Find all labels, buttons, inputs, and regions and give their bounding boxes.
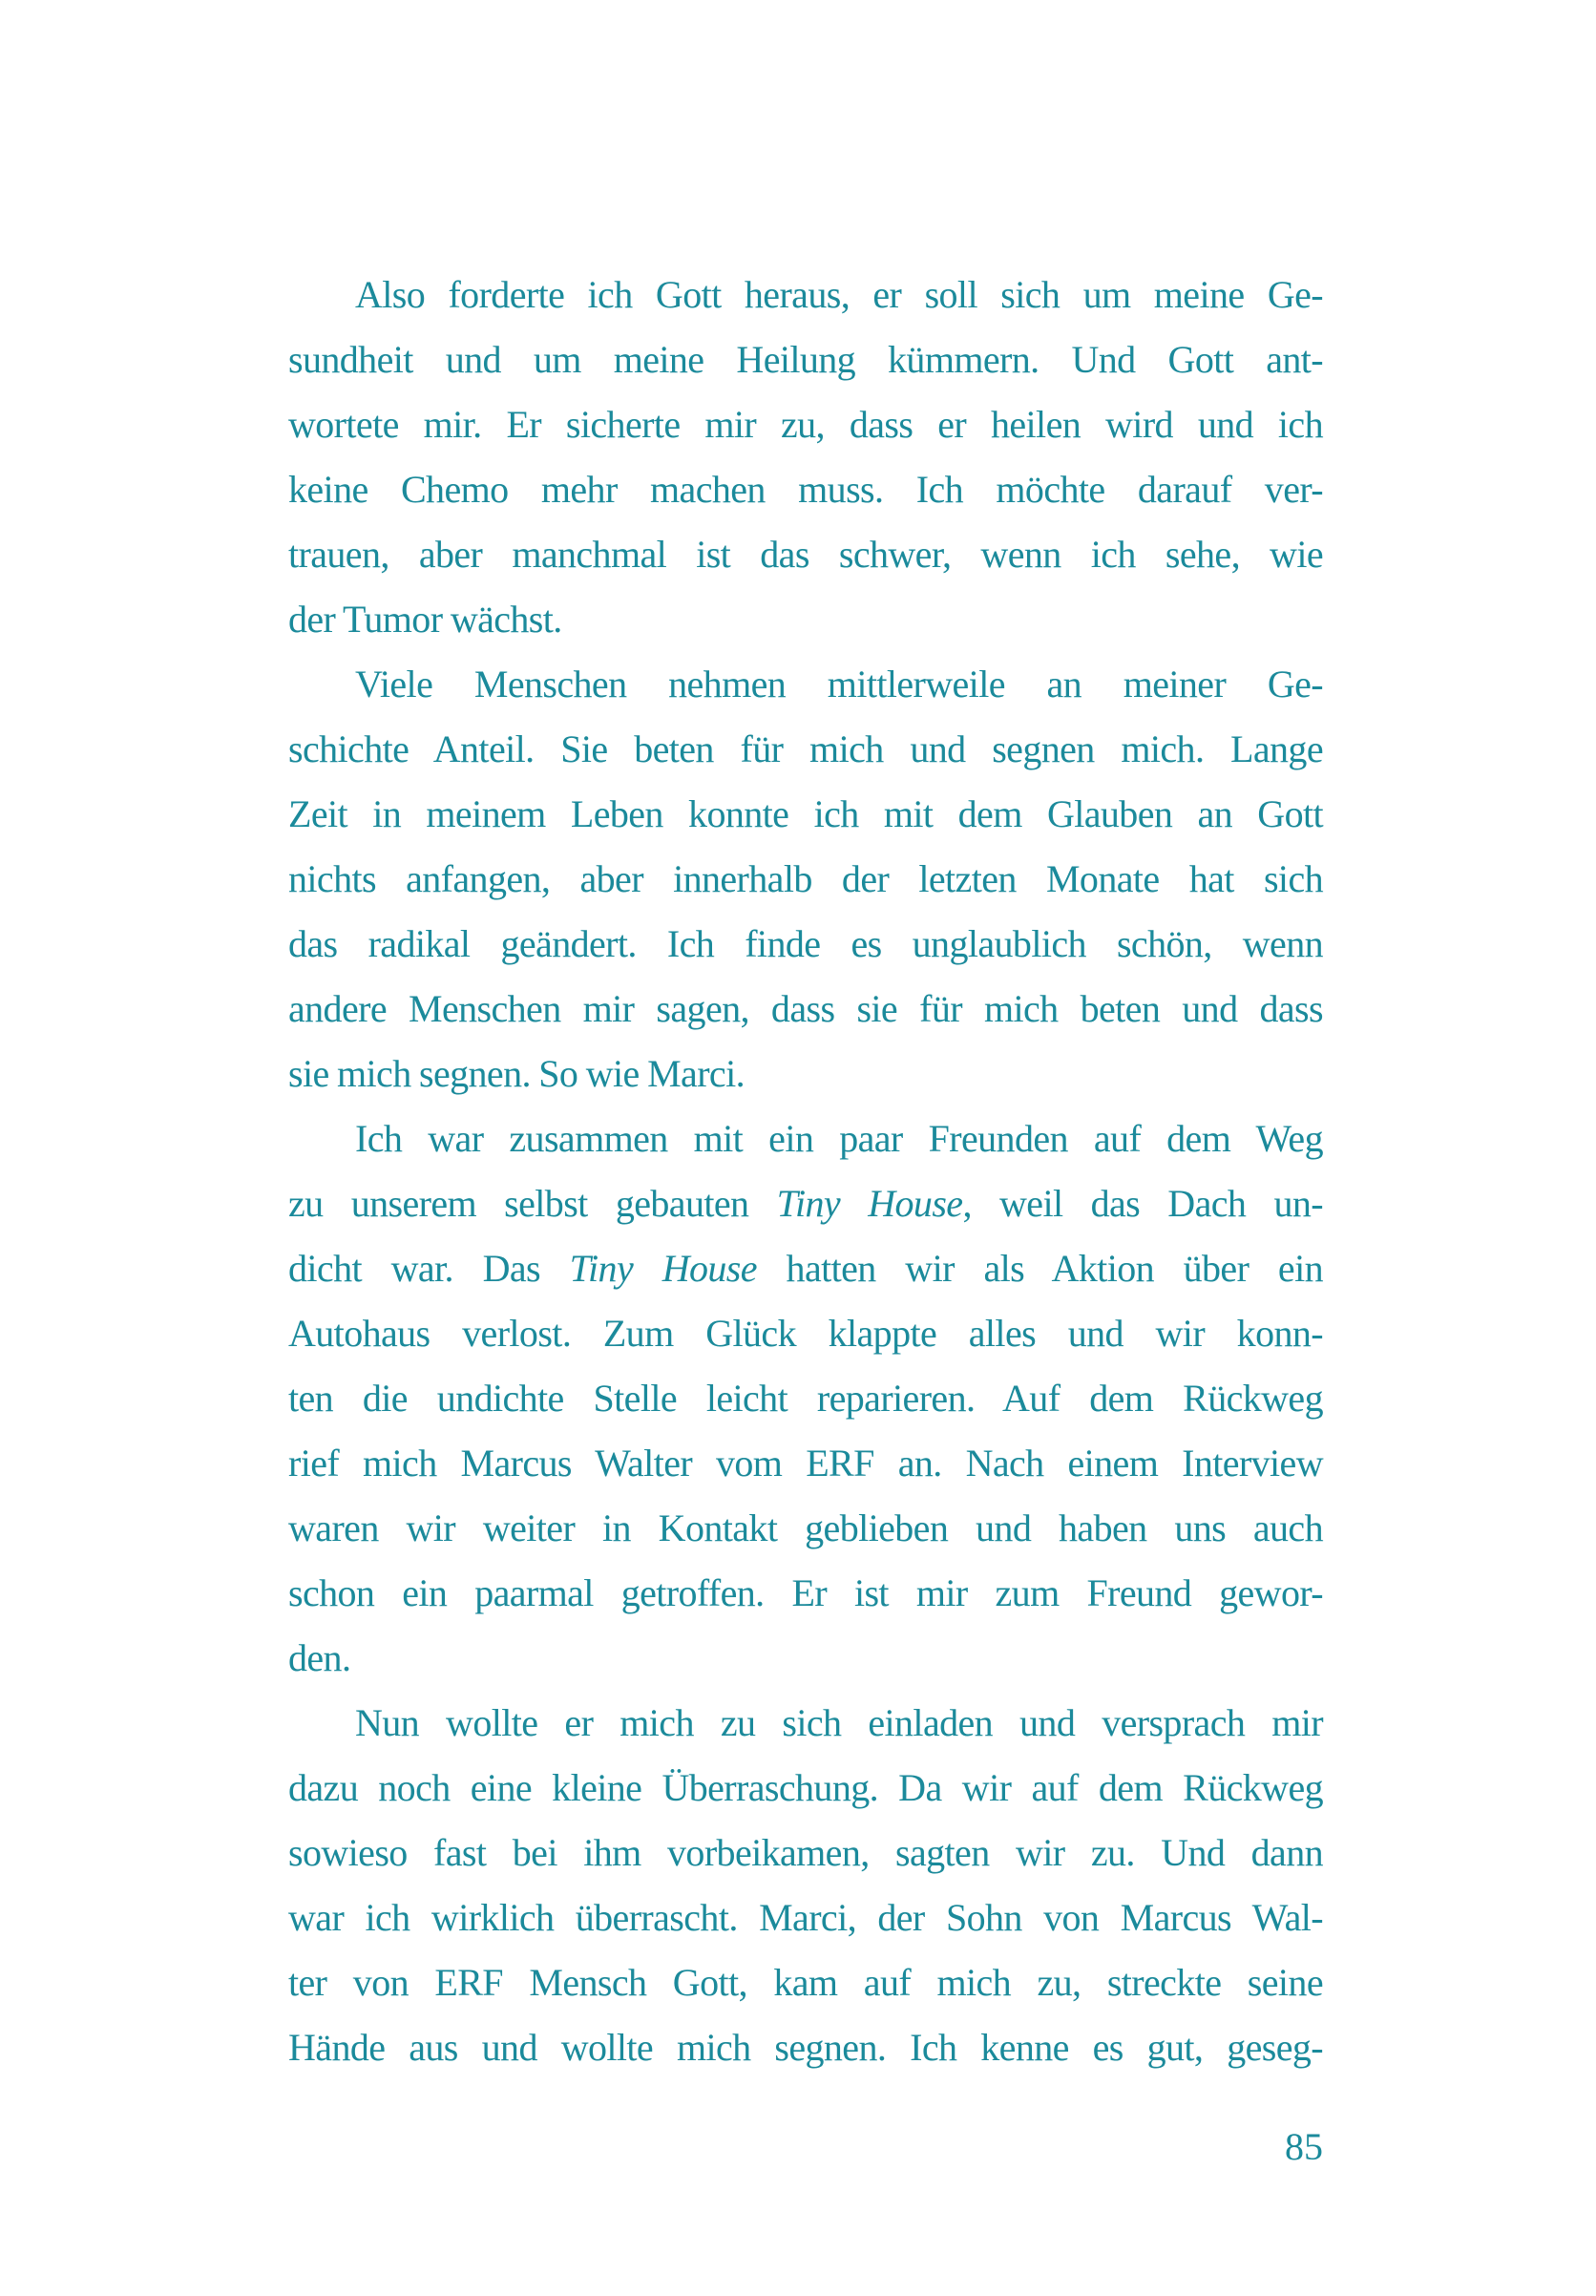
text-line bbox=[288, 652, 1323, 717]
text-segment: ter von ERF Mensch Gott, kam auf mich zu, streckte seine bbox=[288, 1961, 1323, 2004]
text-line bbox=[288, 717, 1323, 782]
text-segment: Hände aus und wollte mich segnen. Ich kenne es gut, geseg- bbox=[288, 2026, 1323, 2069]
text-line bbox=[288, 1301, 1323, 1366]
text-segment: schon ein paarmal getroffen. Er ist mir zum Freund gewor- bbox=[288, 1571, 1323, 1614]
text-line bbox=[288, 263, 1323, 327]
text-line bbox=[288, 522, 1323, 587]
text-line bbox=[288, 1431, 1323, 1496]
text-segment: keine Chemo mehr machen muss. Ich möchte darauf ver- bbox=[288, 468, 1323, 511]
text-segment: der Tumor wächst. bbox=[288, 598, 562, 641]
text-line bbox=[288, 1366, 1323, 1431]
text-line bbox=[288, 1756, 1323, 1821]
text-line bbox=[288, 1821, 1323, 1885]
text-segment: sundheit und um meine Heilung kümmern. Und Gott ant- bbox=[288, 338, 1323, 381]
text-segment: war ich wirklich überrascht. Marci, der Sohn von Marcus Wal- bbox=[288, 1896, 1323, 1939]
text-segment: wortete mir. Er sicherte mir zu, dass er heilen wird und ich bbox=[288, 403, 1323, 446]
text-line bbox=[288, 1561, 1323, 1626]
text-line bbox=[288, 457, 1323, 522]
text-line bbox=[288, 2015, 1323, 2080]
body-text bbox=[288, 263, 1323, 2080]
text-line bbox=[288, 1236, 1323, 1301]
text-line bbox=[288, 1042, 1323, 1106]
text-line bbox=[288, 1171, 1323, 1236]
text-segment: waren wir weiter in Kontakt geblieben und haben uns auch bbox=[288, 1506, 1323, 1549]
text-line bbox=[288, 1106, 1323, 1171]
text-segment: sie mich segnen. So wie Marci. bbox=[288, 1052, 745, 1095]
text-segment: rief mich Marcus Walter vom ERF an. Nach einem Interview bbox=[288, 1442, 1323, 1485]
text-line bbox=[288, 977, 1323, 1042]
text-segment: dicht war. Das bbox=[288, 1247, 570, 1290]
text-line bbox=[288, 1691, 1323, 1756]
italic-text: Tiny House bbox=[776, 1182, 963, 1225]
text-segment: ten die undichte Stelle leicht reparieren. Auf dem Rückweg bbox=[288, 1377, 1323, 1420]
paragraph bbox=[288, 1106, 1323, 1691]
text-segment: andere Menschen mir sagen, dass sie für mich beten und dass bbox=[288, 987, 1323, 1030]
text-line bbox=[288, 1626, 1323, 1691]
text-segment: Zeit in meinem Leben konnte ich mit dem Glauben an Gott bbox=[288, 792, 1323, 835]
page-number: 85 bbox=[1285, 2125, 1323, 2168]
text-segment: Also forderte ich Gott heraus, er soll sich um meine Ge- bbox=[355, 273, 1323, 316]
text-segment: den. bbox=[288, 1636, 351, 1679]
text-segment: zu unserem selbst gebauten bbox=[288, 1182, 777, 1225]
text-segment: Nun wollte er mich zu sich einladen und versprach mir bbox=[355, 1701, 1323, 1744]
text-line bbox=[288, 1885, 1323, 1950]
page bbox=[288, 263, 1323, 2174]
text-segment: Autohaus verlost. Zum Glück klappte alles und wir konn- bbox=[288, 1312, 1323, 1355]
paragraph bbox=[288, 652, 1323, 1106]
text-segment: nichts anfangen, aber innerhalb der letzten Monate hat sich bbox=[288, 857, 1323, 900]
text-segment: hatten wir als Aktion über ein bbox=[756, 1247, 1323, 1290]
text-segment: trauen, aber manchmal ist das schwer, wenn ich sehe, wie bbox=[288, 533, 1323, 576]
paragraph bbox=[288, 1691, 1323, 2080]
text-line bbox=[288, 1950, 1323, 2015]
text-segment: sowieso fast bei ihm vorbeikamen, sagten wir zu. Und dann bbox=[288, 1831, 1323, 1874]
text-line bbox=[288, 1496, 1323, 1561]
text-segment: das radikal geändert. Ich finde es unglaublich schön, wenn bbox=[288, 922, 1323, 965]
text-line bbox=[288, 327, 1323, 392]
paragraph bbox=[288, 263, 1323, 652]
text-line bbox=[288, 847, 1323, 912]
italic-text: Tiny House bbox=[569, 1247, 757, 1290]
text-line bbox=[288, 392, 1323, 457]
text-segment: Viele Menschen nehmen mittlerweile an meiner Ge- bbox=[355, 663, 1323, 706]
text-segment: dazu noch eine kleine Überraschung. Da wir auf dem Rückweg bbox=[288, 1766, 1323, 1809]
text-line bbox=[288, 782, 1323, 847]
text-segment: Ich war zusammen mit ein paar Freunden auf dem Weg bbox=[355, 1117, 1323, 1160]
text-segment: , weil das Dach un- bbox=[962, 1182, 1323, 1225]
text-line bbox=[288, 912, 1323, 977]
text-segment: schichte Anteil. Sie beten für mich und segnen mich. Lange bbox=[288, 727, 1323, 770]
text-line bbox=[288, 587, 1323, 652]
